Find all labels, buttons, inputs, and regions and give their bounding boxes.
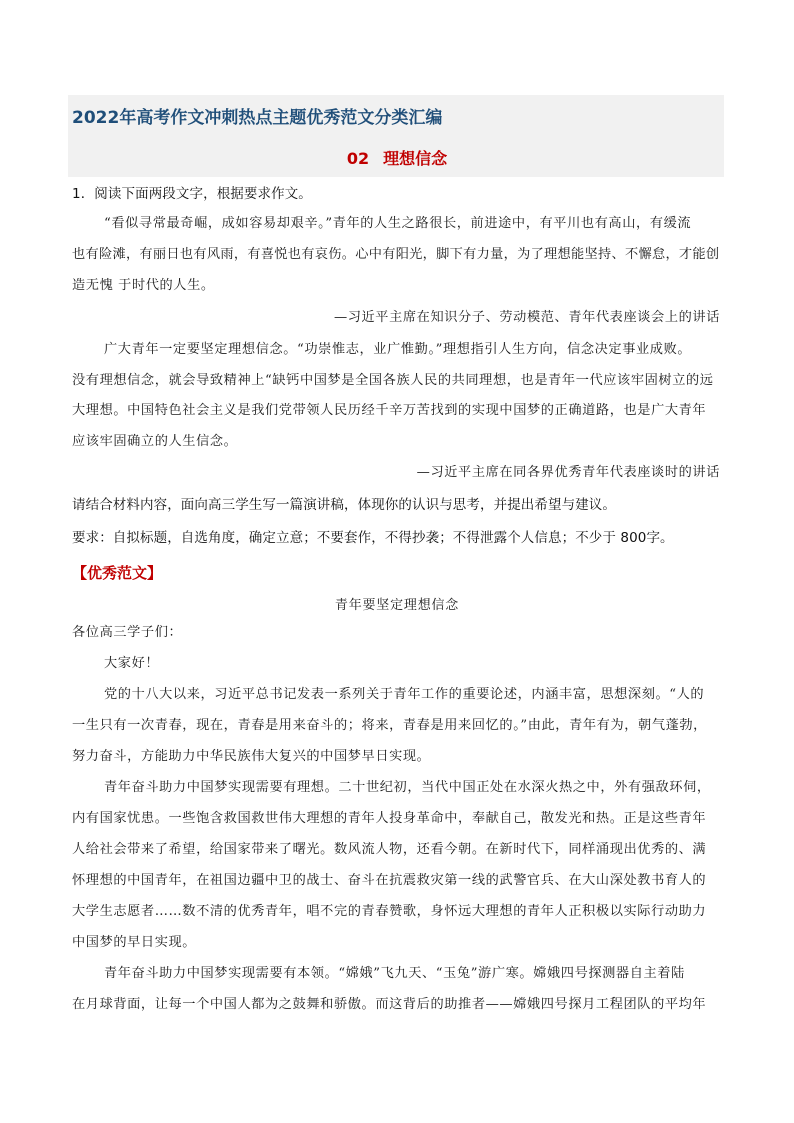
question-intro: 1．阅读下面两段文字，根据要求作文。 [72,186,312,202]
passage1-line: 也有险滩，有丽日也有风雨，有喜悦也有哀伤。心中有阳光，脚下有力量，为了理想能坚持、不懈怠，才能创 [72,247,720,262]
essay-line: 怀理想的中国青年，在祖国边疆中卫的战士、奋斗在抗震救灾第一线的武警官兵、在大山深处教书育人的 [72,873,707,888]
essay-line: 在月球背面，让每一个中国人都为之鼓舞和骄傲。而这背后的助推者——嫦娥四号探月工程团队的平均年 [72,997,707,1012]
passage2-line: 应该牢固确立的人生信念。 [72,434,238,449]
essay-salutation: 各位高三学子们： [72,625,183,640]
subtitle-text: 理想信念 [383,149,448,168]
passage1-source: —习近平主席在知识分子、劳动模范、青年代表座谈会上的讲话 [333,310,720,325]
passage2-line: 没有理想信念，就会导致精神上“缺钙中国梦是全国各族人民的共同理想，也是青年一代应该牢固树立的远 [72,373,714,388]
passage2-line: 广大青年一定要坚定理想信念。“功崇惟志，业广惟勤。”理想指引人生方向，信念决定事业成败。 [104,342,692,357]
passage2-source: —习近平主席在同各界优秀青年代表座谈时的讲话 [416,465,720,480]
essay-title: 青年要坚定理想信念 [334,598,460,613]
essay-line: 党的十八大以来，习近平总书记发表一系列关于青年工作的重要论述，内涵丰富，思想深刻。“人的 [104,687,705,702]
passage1-line: “看似寻常最奇崛，成如容易却艰辛。”青年的人生之路很长，前进途中，有平川也有高山，有缓流 [104,216,692,231]
document-subtitle [0,146,794,169]
subtitle-number: 02 [346,149,370,168]
section-label: 【优秀范文】 [72,564,163,582]
essay-line: 大学生志愿者……数不清的优秀青年，唱不完的青春赞歌，身怀远大理想的青年人正积极以实际行动助力 [72,904,707,919]
essay-line: 一生只有一次青春，现在，青春是用来奋斗的；将来，青春是用来回忆的。”由此，青年有为，朝气蓬勃， [72,718,707,733]
passage1-line: 造无愧 于时代的人生。 [72,278,215,293]
document-title: 2022年高考作文冲刺热点主题优秀范文分类汇编 [72,108,443,128]
essay-line: 中国梦的早日实现。 [72,935,197,950]
essay-line: 人给社会带来了希望，给国家带来了曙光。数风流人物，还看今朝。在新时代下，同样涌现出优秀的、满 [72,842,707,857]
essay-line: 青年奋斗助力中国梦实现需要有本领。“嫦娥”飞九天、“玉兔”游广寒。嫦娥四号探测器自主着陆 [104,966,685,981]
task-text: 请结合材料内容，面向高三学生写一篇演讲稿，体现你的认识与思考，并提出希望与建议。 [72,497,616,513]
essay-line: 青年奋斗助力中国梦实现需要有理想。二十世纪初，当代中国正处在水深火热之中，外有强敌环伺， [104,780,711,795]
essay-line: 内有国家忧患。一些饱含救国救世伟大理想的青年人投身革命中，奉献自己，散发光和热。正是这些青年 [72,811,707,826]
essay-line: 努力奋斗，方能助力中华民族伟大复兴的中国梦早日实现。 [72,749,431,764]
essay-greeting: 大家好！ [104,656,160,671]
passage2-line: 大理想。中国特色社会主义是我们党带领人民历经千辛万苦找到的实现中国梦的正确道路，也是广大青年 [72,403,707,418]
requirements-text: 要求：自拟标题，自选角度，确定立意；不要套作，不得抄袭；不得泄露个人信息；不少于 800字。 [72,530,674,546]
